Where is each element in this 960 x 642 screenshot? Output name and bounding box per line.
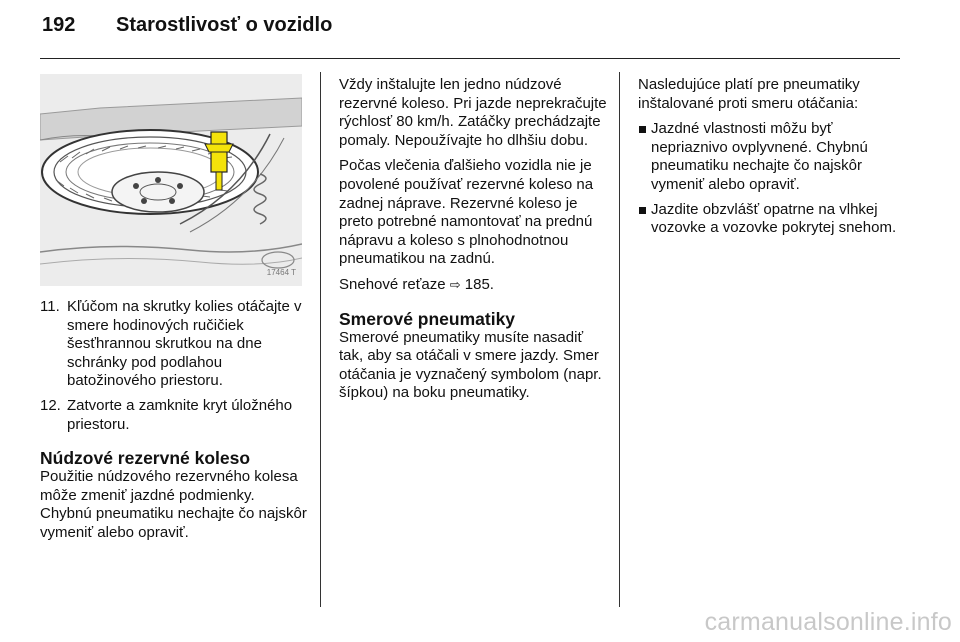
step-number: 11. <box>40 298 60 315</box>
page-title: Starostlivosť o vozidlo <box>116 14 333 36</box>
spare-wheel-drawing <box>40 74 302 286</box>
step-text: Zatvorte a zamknite kryt úložného priestoru. <box>67 396 293 433</box>
section-heading-directional-tyres: Smerové pneumatiky <box>339 308 516 329</box>
step-number: 12. <box>40 396 61 414</box>
column-1 <box>40 76 310 550</box>
snow-chains-label: Snehové reťaze <box>339 275 446 293</box>
paragraph-towing: Počas vlečenia ďalšieho vozidla nie je povolené používať rezervné koleso na zadnej náprave. Rezervné koleso je preto potrebné namontovať na prednú nápravu a koleso s plnohodnotnou pneumatikou na zadnú. <box>339 157 594 268</box>
page-reference-icon: ⇨ <box>449 276 461 292</box>
page-header <box>42 14 332 48</box>
bullet-text: Jazdné vlastnosti môžu byť nepriaznivo ovplyvnené. Chybnú pneumatiku nechajte čo najskôr vymeniť alebo opraviť. <box>651 120 868 193</box>
page-number: 192 <box>42 14 76 36</box>
snow-chains-page: 185. <box>464 275 494 293</box>
column-divider <box>619 72 620 607</box>
paragraph-spare-usage: Vždy inštalujte len jedno núdzové rezervné koleso. Pri jazde neprekračujte rýchlosť 80 km/h. Zatáčky prechádzajte pomaly. Nepoužívajte ho dlhšiu dobu. <box>339 76 607 149</box>
section-text-directional-tyres: Smerové pneumatiky musíte nasadiť tak, aby sa otáčali v smere jazdy. Smer otáčania je vyznačený symbolom (napr. šípkou) na boku pneumatiky. <box>339 328 602 402</box>
column-2 <box>339 76 611 410</box>
step-list <box>40 298 310 434</box>
bullet-text: Jazdite obzvlášť opatrne na vlhkej vozovke a vozovke pokrytej snehom. <box>651 200 897 237</box>
section-heading-emergency-spare: Núdzové rezervné koleso <box>40 448 251 469</box>
bullet-square-icon <box>638 201 651 238</box>
list-item <box>638 201 900 238</box>
list-item <box>40 397 310 434</box>
paragraph-intro: Nasledujúce platí pre pneumatiky inštalované proti smeru otáčania: <box>638 76 860 112</box>
bullet-square-icon <box>638 120 651 194</box>
spare-wheel-illustration <box>40 74 302 286</box>
header-rule <box>40 58 900 59</box>
watermark: carmanualsonline.info <box>704 608 952 636</box>
figure-code: 17464 T <box>266 268 296 278</box>
step-text: Kľúčom na skrutky kolies otáčajte v smere hodinových ručičiek šesťhrannou skrutkou na dne schránky pod podlahou batožinového priestoru. <box>67 298 302 390</box>
column-3 <box>638 76 900 244</box>
snow-chains-reference <box>339 276 611 295</box>
section-text-emergency-spare: Použitie núdzového rezervného kolesa môže zmeniť jazdné podmienky. Chybnú pneumatiku nechajte čo najskôr vymeniť alebo opraviť. <box>40 468 307 541</box>
list-item <box>40 298 310 391</box>
column-divider <box>320 72 321 607</box>
list-item <box>638 120 900 194</box>
bullet-list <box>638 120 900 238</box>
